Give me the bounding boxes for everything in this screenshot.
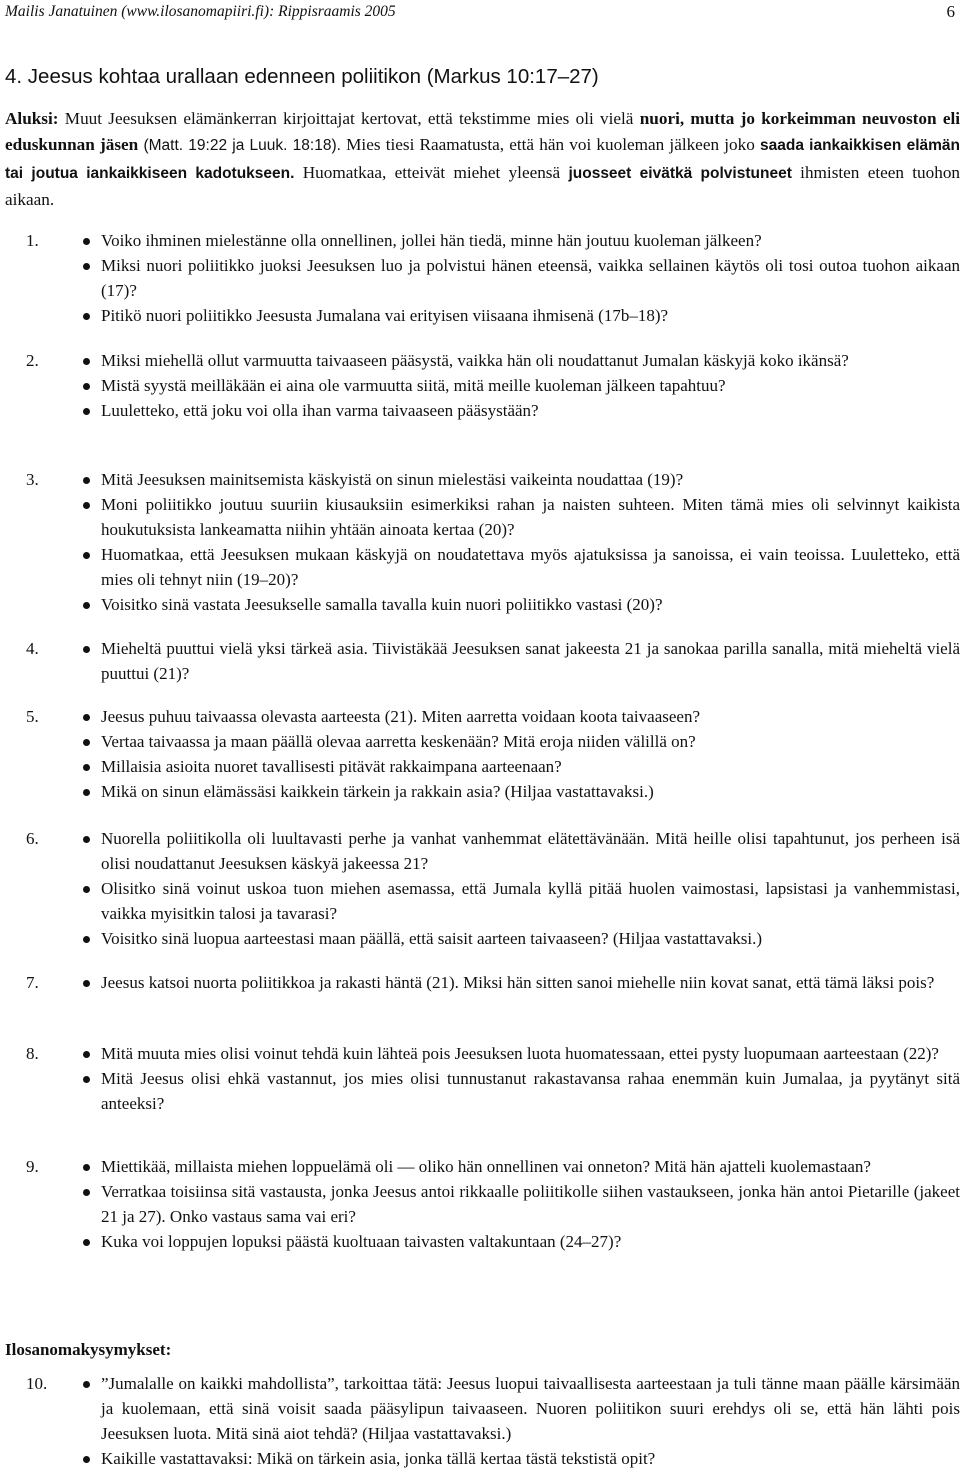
bullet-icon — [83, 836, 90, 843]
ilosanoma-question-group — [5, 1372, 960, 1472]
bullet-icon — [83, 714, 90, 721]
question-number: 6. — [26, 829, 39, 848]
question-group — [5, 1042, 960, 1117]
question-text: Vertaa taivaassa ja maan päällä olevaa aarretta keskenään? Mitä eroja niiden välillä on? — [101, 731, 696, 751]
question-text: Huomatkaa, että Jeesuksen mukaan käskyjä on noudatettava myös ajatuksissa ja sanoissa, ei vain teoissa. Luuletteko, että mies oli tehnyt niin (19–20)? — [101, 544, 960, 589]
question-item — [5, 254, 960, 304]
question-number: 5. — [26, 707, 39, 726]
bullet-icon — [83, 602, 90, 609]
section-title: 4. Jeesus kohtaa urallaan edenneen poliitikon (Markus 10:17–27) — [5, 65, 599, 88]
question-text: Kaikille vastattavaksi: Mikä on tärkein asia, jonka tällä kertaa tästä tekstistä opit? — [101, 1448, 656, 1468]
question-number: 10. — [26, 1374, 48, 1393]
question-number: 7. — [26, 973, 39, 992]
question-group — [5, 637, 960, 687]
question-number: 8. — [26, 1044, 39, 1063]
question-text: Voisitko sinä luopua aarteestasi maan päällä, että saisit aarteen taivaaseen? (Hiljaa vastattavaksi.) — [101, 928, 763, 948]
question-item — [5, 1180, 960, 1230]
question-text: Mitä Jeesus olisi ehkä vastannut, jos mies olisi tunnustanut rakastavansa rahaa enemmän kuin Jumalaa, ja pyytänyt sitä anteeksi? — [101, 1068, 960, 1113]
question-item — [5, 637, 960, 687]
question-text: Mitä Jeesuksen mainitsemista käskyistä on sinun mielestäsi vaikeinta noudattaa (19)? — [101, 470, 684, 489]
bullet-icon — [83, 1239, 90, 1246]
question-text: Jeesus puhuu taivaassa olevasta aarteesta (21). Miten aarretta voidaan koota taivaaseen? — [101, 707, 700, 726]
question-text: Jeesus katsoi nuorta poliitikkoa ja rakasti häntä (21). Miksi hän sitten sanoi miehelle niin kovat sanat, että tämä läksi pois? — [101, 973, 935, 992]
question-item — [5, 827, 960, 877]
question-text: Millaisia asioita nuoret tavallisesti pitävät rakkaimpana aarteenaan? — [101, 756, 562, 776]
question-item — [5, 493, 960, 543]
question-text: Voisitko sinä vastata Jeesukselle samalla tavalla kuin nuori poliitikko vastasi (20)? — [101, 594, 663, 614]
question-number: 2. — [26, 351, 39, 370]
bullet-icon — [83, 886, 90, 893]
bullet-icon — [83, 1381, 90, 1388]
bullet-icon — [83, 1051, 90, 1058]
bullet-icon — [83, 1189, 90, 1196]
bullet-icon — [83, 552, 90, 559]
bullet-icon — [83, 1076, 90, 1083]
question-group — [5, 971, 960, 996]
bullet-icon — [83, 408, 90, 415]
bullet-icon — [83, 936, 90, 943]
question-text: Verratkaa toisiinsa sitä vastausta, jonka Jeesus antoi rikkaalle poliitikolle siihen vastaukseen, jonka hän antoi Pietarille (jakeet 21 ja 27). Onko vastaus sama vai eri? — [101, 1181, 960, 1226]
question-text: Kuka voi loppujen lopuksi päästä kuoltuaan taivasten valtakuntaan (24–27)? — [101, 1231, 622, 1251]
question-item — [5, 593, 960, 618]
question-item — [5, 971, 960, 996]
question-text: Mitä muuta mies olisi voinut tehdä kuin lähteä pois Jeesuksen luota huomatessaan, ettei pysty luopumaan aarteestaan (22)? — [101, 1044, 939, 1063]
bullet-icon — [83, 980, 90, 987]
intro-text-3: Huomatkaa, etteivät miehet yleensä — [294, 162, 569, 182]
question-text: Mikä on sinun elämässäsi kaikkein tärkein ja rakkain asia? (Hiljaa vastattavaksi.) — [101, 781, 654, 801]
question-item — [5, 755, 960, 780]
question-group — [5, 1155, 960, 1255]
bullet-icon — [83, 502, 90, 509]
question-item — [5, 349, 960, 374]
intro-text-2: Mies tiesi Raamatusta, että hän voi kuoleman jälkeen joko — [340, 135, 760, 155]
bullet-icon — [83, 789, 90, 796]
question-item — [5, 877, 960, 927]
question-group — [5, 468, 960, 617]
question-text: Mieheltä puuttui vielä yksi tärkeä asia. Tiivistäkää Jeesuksen sanat jakeesta 21 ja sanokaa parilla sanalla, mitä mieheltä vielä puuttui (21)? — [101, 639, 960, 683]
bullet-icon — [83, 383, 90, 390]
question-item — [5, 304, 960, 329]
question-item — [5, 1042, 960, 1067]
question-item — [5, 1230, 960, 1255]
question-number: 1. — [26, 231, 39, 250]
question-group — [5, 349, 960, 424]
question-text: ”Jumalalle on kaikki mahdollista”, tarkoittaa tätä: Jeesus luopui taivaallisesta aarteestaan ja tuli tänne maan päälle kärsimään ja kuolemaan, että sinä voisit saada pääsylipun taivaaseen. Nuoren poliitikon suuri erehdys oli se, että hän lähti pois Jeesuksen luota. Mitä sinä aiot tehdä? (Hiljaa vastattavaksi.) — [101, 1374, 960, 1443]
question-item — [5, 374, 960, 399]
question-group — [5, 827, 960, 952]
question-item — [5, 229, 960, 254]
intro-reference: (Matt. 19:22 ja Luuk. 18:18). — [138, 137, 341, 155]
bullet-icon — [83, 739, 90, 746]
question-item — [5, 1067, 960, 1117]
question-item — [5, 543, 960, 593]
page-number: 6 — [946, 2, 955, 21]
intro-text-4: ihmisten eteen tuohon aikaan. — [5, 162, 960, 209]
question-item — [5, 927, 960, 952]
question-item — [5, 780, 960, 805]
question-text: Mistä syystä meilläkään ei aina ole varmuutta siitä, mitä meille kuoleman jälkeen tapahtuu? — [101, 375, 726, 395]
question-number: 9. — [26, 1157, 39, 1176]
intro-bold-3: juosseet eivätkä polvistuneet — [568, 164, 792, 182]
question-item — [5, 468, 960, 493]
question-text: Olisitko sinä voinut uskoa tuon miehen asemassa, että Jumala kyllä pitää huolen vaimostasi, lapsistasi ja vanhemmistasi, vaikka myisitkin talosi ja tavarasi? — [101, 878, 960, 923]
ilosanoma-title: Ilosanomakysymykset: — [5, 1340, 172, 1359]
bullet-icon — [83, 358, 90, 365]
intro-text-1: Muut Jeesuksen elämänkerran kirjoittajat kertovat, että tekstimme mies oli vielä — [58, 109, 640, 128]
question-item — [5, 1372, 960, 1447]
question-group — [5, 705, 960, 805]
intro-bold-2: saada iankaikkisen elämän tai joutua iankaikkiseen kadotukseen. — [5, 137, 960, 182]
intro-bold-1: nuori, mutta jo korkeimman neuvoston eli eduskunnan jäsen — [5, 109, 960, 155]
question-text: Luuletteko, että joku voi olla ihan varma taivaaseen pääsystään? — [101, 400, 539, 420]
question-item — [5, 399, 960, 424]
question-item — [5, 1155, 960, 1180]
question-text: Nuorella poliitikolla oli luultavasti perhe ja vanhat vanhemmat elätettävänään. Mitä heille olisi tapahtunut, jos perheen isä olisi noudattanut Jeesuksen käskyä jakeessa 21? — [101, 829, 960, 873]
bullet-icon — [83, 313, 90, 320]
question-text: Miksi miehellä ollut varmuutta taivaaseen pääsystä, vaikka hän oli noudattanut Jumalan käskyjä koko ikänsä? — [101, 351, 849, 370]
question-text: Moni poliitikko joutuu suuriin kiusauksiin esimerkiksi rahan ja naisten suhteen. Miten tämä mies oli selvinnyt kaikista houkutuksista lankeamatta niihin yhtään ainoata kertaa (20)? — [101, 494, 960, 539]
question-number: 3. — [26, 470, 39, 489]
question-text: Miksi nuori poliitikko juoksi Jeesuksen luo ja polvistui hänen eteensä, vaikka sellainen käytös oli tosi outoa tuohon aikaan (17)? — [101, 255, 960, 300]
question-text: Voiko ihminen mielestänne olla onnellinen, jollei hän tiedä, minne hän joutuu kuoleman jälkeen? — [101, 231, 762, 250]
question-item — [5, 1447, 960, 1472]
bullet-icon — [83, 238, 90, 245]
bullet-icon — [83, 764, 90, 771]
intro-label: Aluksi: — [5, 109, 59, 128]
bullet-icon — [83, 1164, 90, 1171]
bullet-icon — [83, 263, 90, 270]
running-head-text: Mailis Janatuinen (www.ilosanomapiiri.fi): Rippisraamis 2005 — [5, 3, 396, 20]
question-group — [5, 229, 960, 329]
question-item — [5, 705, 960, 730]
question-text: Miettikää, millaista miehen loppuelämä oli — oliko hän onnellinen vai onneton? Mitä hän ajatteli kuolemastaan? — [101, 1157, 871, 1176]
intro-paragraph — [5, 106, 960, 213]
bullet-icon — [83, 646, 90, 653]
question-item — [5, 730, 960, 755]
running-header — [5, 2, 955, 22]
question-number: 4. — [26, 639, 39, 658]
bullet-icon — [83, 477, 90, 484]
bullet-icon — [83, 1456, 90, 1463]
question-text: Pitikö nuori poliitikko Jeesusta Jumalana vai erityisen viisaana ihmisenä (17b–18)? — [101, 305, 669, 325]
